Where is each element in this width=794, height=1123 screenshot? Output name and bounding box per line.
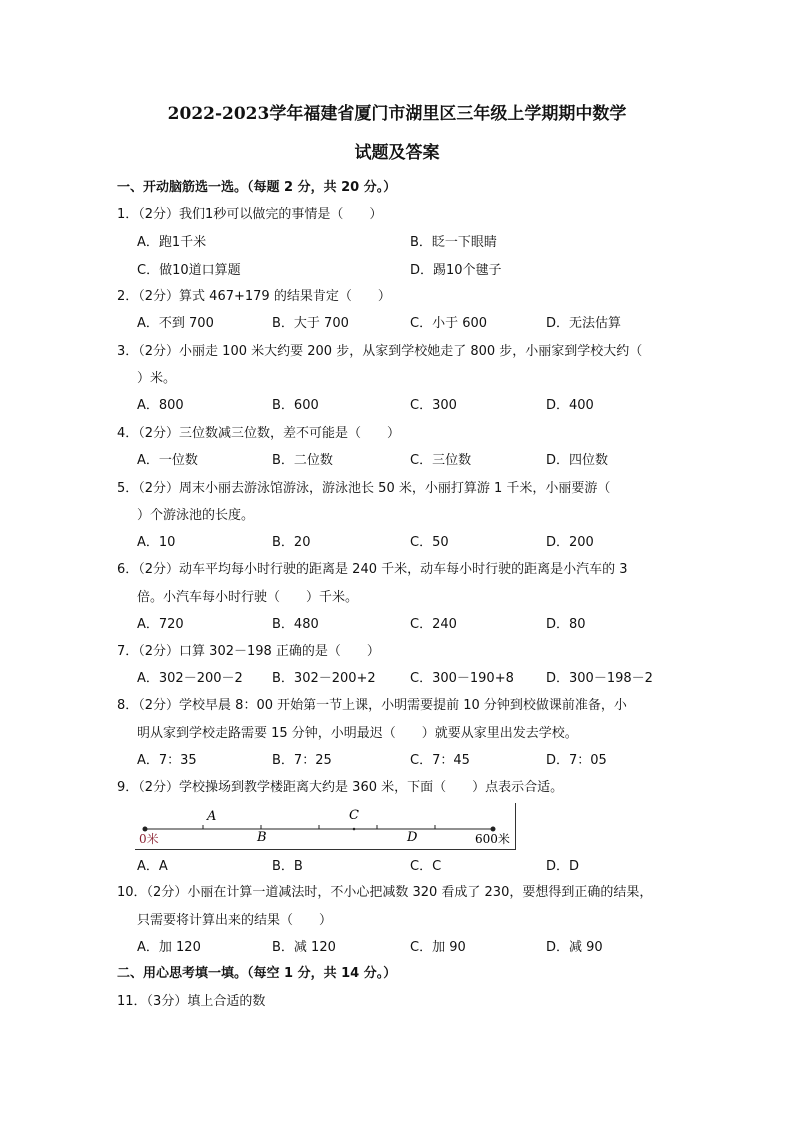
section-heading: 二、用心思考填一填。（每空 1 分，共 14 分。）: [117, 966, 397, 981]
point-a-label: A: [207, 809, 217, 824]
option-a: A．A: [137, 859, 168, 874]
question-text: 倍。小汽车每小时行驶（ ）千米。: [137, 590, 359, 605]
option-c: C．C: [410, 859, 442, 874]
point-b-label: B: [257, 830, 267, 845]
question-text: 只需要将计算出来的结果（ ）: [137, 913, 333, 928]
option-c: C．7：45: [410, 753, 470, 768]
option-d: D．200: [546, 535, 594, 550]
option-d: D．80: [546, 617, 586, 632]
question-text: 9．（2分）学校操场到教学楼距离大约是 360 米，下面（ ）点表示合适。: [117, 780, 564, 795]
option-c: C．50: [410, 535, 449, 550]
point-d-label: D: [407, 830, 418, 845]
option-a: A．跑1千米: [137, 235, 207, 250]
number-line-figure: [135, 803, 516, 850]
doc-title-line2: 试题及答案: [354, 143, 440, 163]
option-c: C．做10道口算题: [137, 263, 241, 278]
option-d: D．减 90: [546, 940, 603, 955]
option-a: A．302－200－2: [137, 671, 243, 686]
option-a: A．加 120: [137, 940, 201, 955]
option-a: A．10: [137, 535, 176, 550]
option-b: B．二位数: [272, 453, 333, 468]
question-text: 6．（2分）动车平均每小时行驶的距离是 240 千米，动车每小时行驶的距离是小汽车的 3: [117, 562, 628, 577]
option-b: B．480: [272, 617, 319, 632]
option-b: B．20: [272, 535, 311, 550]
section-heading: 一、开动脑筋选一选。（每题 2 分，共 20 分。）: [117, 180, 397, 195]
option-a: A．不到 700: [137, 316, 214, 331]
option-d: D．四位数: [546, 453, 609, 468]
question-text: ）米。: [137, 371, 177, 386]
option-d: D．300－198－2: [546, 671, 653, 686]
option-b: B．减 120: [272, 940, 336, 955]
end-label: 600米: [475, 832, 510, 846]
option-c: C．300－190+8: [410, 671, 514, 686]
option-b: B．302－200+2: [272, 671, 376, 686]
option-c: C．三位数: [410, 453, 472, 468]
question-text: 8．（2分）学校早晨 8：00 开始第一节上课，小明需要提前 10 分钟到校做课前准备，小: [117, 698, 627, 713]
question-text: 明从家到学校走路需要 15 分钟，小明最迟（ ）就要从家里出发去学校。: [137, 726, 578, 741]
question-text: 3．（2分）小丽走 100 米大约要 200 步，从家到学校她走了 800 步，小丽家到学校大约（: [117, 344, 643, 359]
option-a: A．7：35: [137, 753, 197, 768]
question-text: ）个游泳池的长度。: [137, 508, 255, 523]
doc-title-line1: 2022-2023学年福建省厦门市湖里区三年级上学期期中数学: [167, 104, 627, 124]
option-b: B．600: [272, 398, 319, 413]
option-b: B．7：25: [272, 753, 332, 768]
option-d: D．踢10个毽子: [410, 263, 502, 278]
option-a: A．800: [137, 398, 184, 413]
question-text: 5．（2分）周末小丽去游泳馆游泳，游泳池长 50 米，小丽打算游 1 千米，小丽要游（: [117, 481, 611, 496]
start-label: 0米: [139, 832, 159, 846]
option-a: A．一位数: [137, 453, 198, 468]
option-d: D．400: [546, 398, 594, 413]
option-b: B．B: [272, 859, 303, 874]
question-text: 11．（3分）填上合适的数: [117, 994, 266, 1009]
option-d: D．D: [546, 859, 580, 874]
question-text: 10．（2分）小丽在计算一道减法时，不小心把减数 320 看成了 230，要想得到正确的结果，: [117, 885, 653, 900]
question-text: 7．（2分）口算 302－198 正确的是（ ）: [117, 644, 380, 659]
option-a: A．720: [137, 617, 184, 632]
option-c: C．加 90: [410, 940, 466, 955]
point-c-label: C: [349, 808, 359, 823]
question-text: 1．（2分）我们1秒可以做完的事情是（ ）: [117, 207, 383, 222]
option-c: C．小于 600: [410, 316, 488, 331]
option-c: C．240: [410, 617, 457, 632]
option-b: B．大于 700: [272, 316, 349, 331]
option-d: D．7：05: [546, 753, 607, 768]
option-b: B．眨一下眼睛: [410, 235, 497, 250]
question-text: 4．（2分）三位数减三位数，差不可能是（ ）: [117, 426, 401, 441]
option-c: C．300: [410, 398, 457, 413]
question-text: 2．（2分）算式 467+179 的结果肯定（ ）: [117, 289, 391, 304]
option-d: D．无法估算: [546, 316, 622, 331]
